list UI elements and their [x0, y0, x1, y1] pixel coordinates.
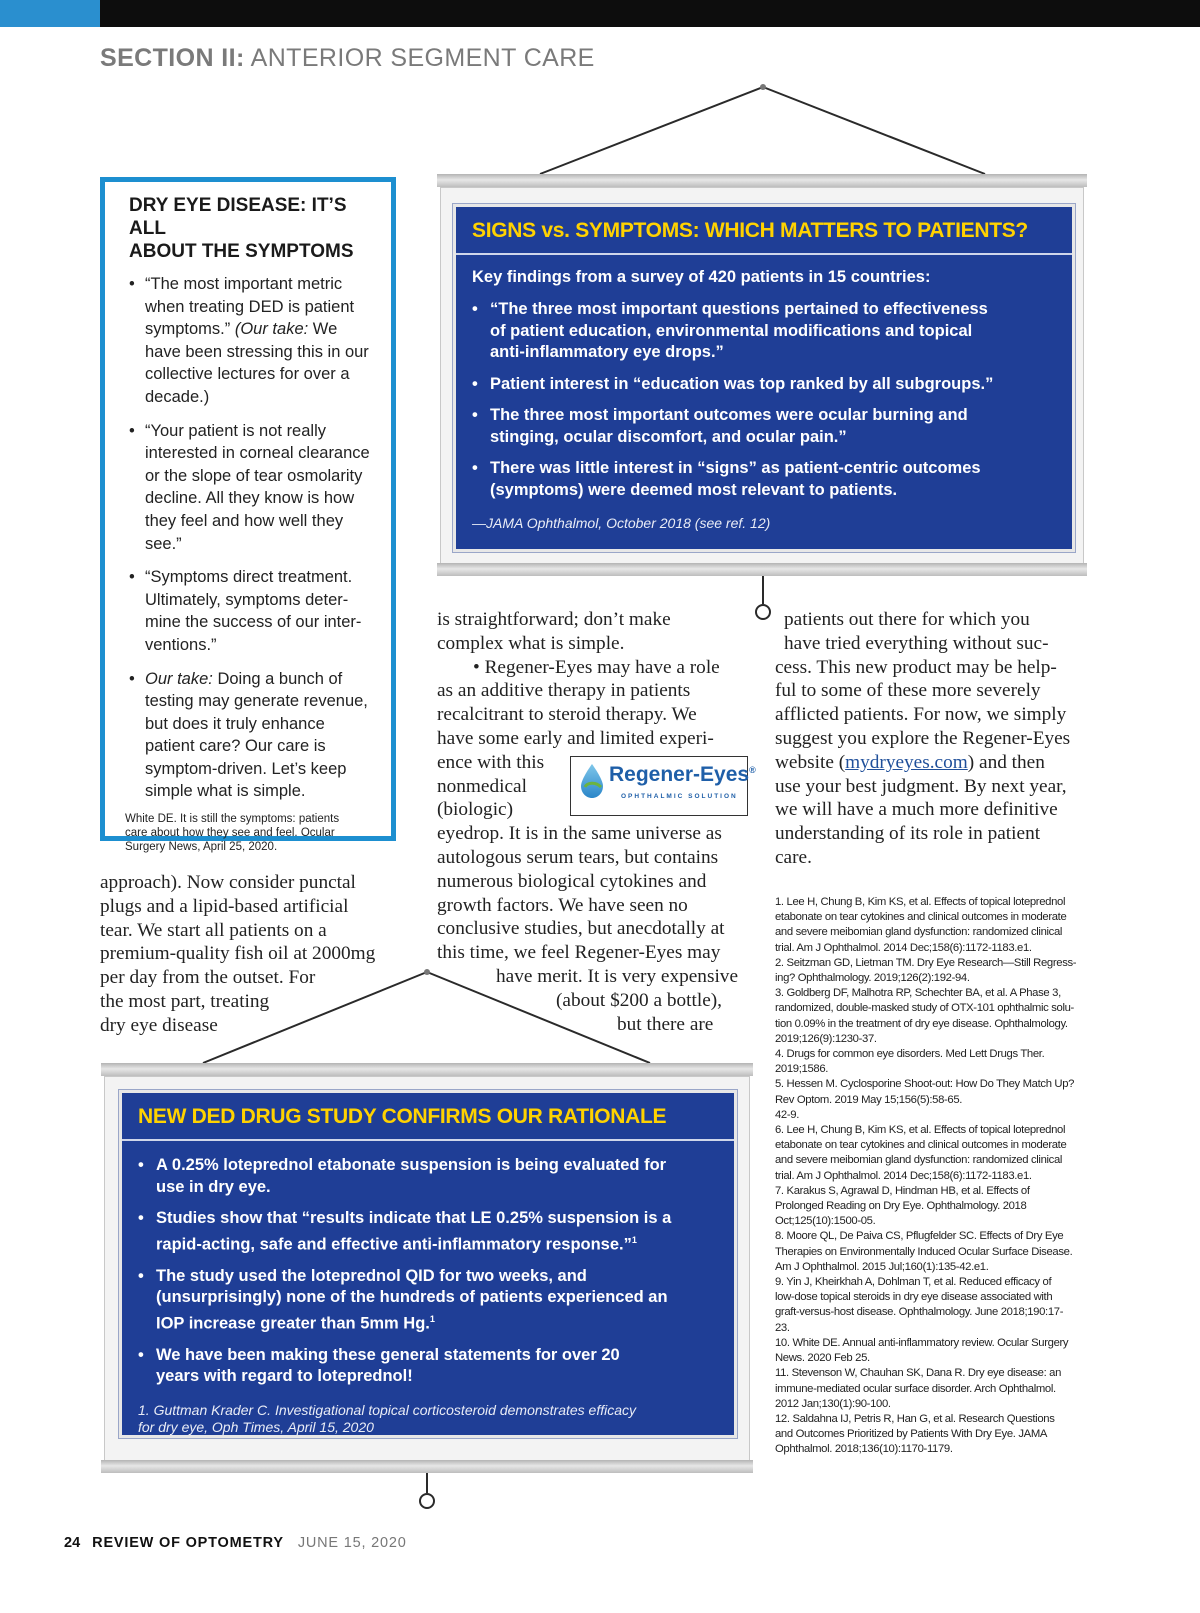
text-line: (biologic) — [437, 799, 514, 821]
text-line: have tried everything without suc- — [784, 632, 1049, 654]
reference-line: tion 0.09% in the treatment of dry eye disease. Ophthalmology. — [775, 1017, 1068, 1030]
text-line: but does it truly enhance — [145, 714, 325, 733]
reference-line: 2019;126(9):1230-37. — [775, 1032, 877, 1045]
text-line: Ultimately, symptoms deter- — [145, 590, 349, 609]
hanger-nail-icon — [424, 969, 430, 975]
reference-line: graft-versus-host disease. Ophthalmology. June 2018;190:17- — [775, 1306, 1064, 1319]
reference-line: low-dose topical steroids in dry eye disease associated with — [775, 1291, 1053, 1304]
reference-line: Ophthalmol. 2018;136(10):1170-1179. — [775, 1443, 953, 1456]
sidebar-title-line: DRY EYE DISEASE: IT’S ALL — [129, 195, 347, 239]
text-line: “The three most important questions pertained to effectiveness — [490, 300, 988, 318]
text-line: growth factors. We have seen no — [437, 894, 688, 916]
text-line: have some early and limited experi- — [437, 727, 714, 749]
text-line: conclusive studies, but anecdotally at — [437, 918, 725, 940]
text-line: mine the success of our inter- — [145, 613, 362, 632]
text-line: (unsurprisingly) none of the hundreds of patients experienced an — [156, 1288, 668, 1306]
reference-line: Prolonged Reading on Dry Eye. Ophthalmology. 2018 — [775, 1200, 1027, 1213]
text-line: symptoms.” — [145, 320, 235, 339]
signs-bullet — [472, 405, 1054, 448]
text-line: simple what is simple. — [145, 782, 306, 801]
reference-line: 2019;1586. — [775, 1063, 829, 1076]
text-line: numerous biological cytokines and — [437, 870, 707, 892]
text-line: approach). Now consider punctal — [100, 872, 356, 893]
text-line: when treating DED is patient — [145, 297, 355, 316]
text-line: have merit. It is very expensive — [496, 966, 739, 987]
text-line: see.” — [145, 534, 182, 553]
text-line: Studies show that “results indicate that LE 0.25% suspension is a — [156, 1209, 672, 1227]
footnote-mark: 1 — [429, 1313, 435, 1324]
text-line: anti-inflammatory eye drops.” — [490, 343, 724, 361]
text-line: ful to some of these more severely — [775, 680, 1041, 702]
reference-line: 6. Lee H, Chung B, Kim KS, et al. Effects of topical loteprednol — [775, 1124, 1066, 1137]
reference-line: Oct;125(10):1500-05. — [775, 1215, 876, 1228]
text-line: plugs and a lipid-based artificial — [100, 895, 349, 917]
publication-name: REVIEW OF OPTOMETRY — [92, 1535, 284, 1551]
text-line: testing may generate revenue, — [145, 692, 368, 711]
text-line: this time, we feel Regener-Eyes may — [437, 942, 721, 964]
mydryeyes-link[interactable]: mydryeyes.com — [845, 751, 968, 773]
reference-line: trial. Am J Ophthalmol. 2014 Dec;158(6):1172-1183.e1. — [775, 941, 1032, 954]
reference-line: 11. Stevenson W, Chauhan SK, Dana R. Dry eye disease: an — [775, 1367, 1062, 1380]
signs-box-list — [456, 299, 1072, 501]
section-label: SECTION II: — [100, 44, 245, 72]
text-line: nonmedical — [437, 775, 527, 797]
link-prefix: website ( — [775, 751, 846, 773]
our-take-label: (Our take: — [234, 320, 309, 339]
text-line: “Your patient is not really — [145, 421, 326, 440]
text-line: symptom-driven. Let’s keep — [145, 759, 347, 778]
text-line: understanding of its role in patient — [775, 823, 1041, 845]
text-line: Patient interest in “education was top ranked by all subgroups.” — [490, 374, 994, 393]
issue-date: JUNE 15, 2020 — [297, 1535, 407, 1551]
text-line: stinging, ocular discomfort, and ocular pain.” — [490, 427, 847, 446]
reference-line: 1. Lee H, Chung B, Kim KS, et al. Effects of topical loteprednol — [775, 896, 1066, 908]
text-line: The study used the loteprednol QID for two weeks, and — [156, 1266, 587, 1285]
board-top-rail — [101, 1063, 753, 1076]
text-line: patients out there for which you — [784, 609, 1030, 630]
reference-line: 2012 Jan;130(1):90-100. — [775, 1397, 891, 1410]
registered-mark: ® — [749, 765, 756, 775]
text-line: cess. This new product may be help- — [775, 656, 1057, 678]
regener-eyes-logo — [570, 756, 756, 816]
board-bottom-rail — [101, 1460, 753, 1473]
text-line: (symptoms) were deemed most relevant to patients. — [490, 480, 898, 499]
reference-line: News. 2020 Feb 25. — [775, 1352, 870, 1365]
citation-line: White DE. It is still the symptoms: patients — [125, 813, 340, 826]
text-line: There was little interest in “signs” as patient-centric outcomes — [490, 459, 981, 477]
text-line: or the slope of tear osmolarity — [145, 466, 363, 485]
column-3-text — [775, 608, 1070, 870]
text-line: tear. We start all patients on a — [100, 919, 327, 941]
column-2-right-text — [496, 965, 738, 1036]
board-top-rail — [437, 174, 1087, 187]
top-board-hanger — [540, 87, 985, 174]
section-title: ANTERIOR SEGMENT CARE — [244, 44, 595, 72]
text-line: the most part, treating — [100, 990, 270, 1012]
logo-brand — [609, 763, 756, 787]
text-line: A 0.25% loteprednol etabonate suspension is being evaluated for — [156, 1156, 667, 1174]
text-line: have been stressing this in our — [145, 342, 369, 361]
reference-line: immune-mediated ocular surface disorder. Arch Ophthalmol. — [775, 1382, 1056, 1395]
reference-line: etabonate on tear cytokines and clinical outcomes in moderate — [775, 911, 1067, 924]
signs-bullet — [472, 374, 1054, 396]
link-suffix: ) and then — [967, 751, 1045, 773]
reference-line: 42-9. — [775, 1108, 799, 1121]
text-line: afflicted patients. For now, we simply — [775, 704, 1067, 726]
source-line: for dry eye, Oph Times, April 15, 2020 — [138, 1418, 374, 1435]
reference-line: ing? Ophthalmology. 2019;126(2):192-94. — [775, 972, 970, 985]
text-line: premium-quality fish oil at 2000mg — [100, 943, 376, 965]
reference-line: 4. Drugs for common eye disorders. Med Lett Drugs Ther. — [775, 1048, 1045, 1061]
drug-box-source — [122, 1398, 734, 1436]
text-line: we will have a much more definitive — [775, 799, 1058, 821]
text-line: use in dry eye. — [156, 1177, 271, 1196]
our-take-label: Our take: — [145, 669, 213, 688]
signs-symptoms-box — [453, 204, 1075, 552]
reference-line: 23. — [775, 1321, 790, 1334]
text-line: care. — [775, 846, 812, 868]
text-line: years with regard to loteprednol! — [156, 1367, 413, 1385]
reference-line: trial. Am J Ophthalmol. 2014 Dec;158(6):1172-1183.e1. — [775, 1169, 1032, 1182]
source-line: 1. Guttman Krader C. Investigational topical corticosteroid demonstrates efficacy — [138, 1401, 637, 1418]
reference-line: etabonate on tear cytokines and clinical outcomes in moderate — [775, 1139, 1067, 1152]
citation-line: care about how they see and feel. Ocular — [125, 827, 335, 840]
board-bottom-rail — [437, 563, 1087, 576]
logo-subtitle: OPHTHALMIC SOLUTION — [621, 793, 738, 800]
text-line: rapid-acting, safe and effective anti-inflammatory response.” — [156, 1235, 632, 1253]
drug-bullet — [138, 1155, 716, 1198]
text-line: patient care? Our care is — [145, 737, 326, 756]
text-line: (about $200 a bottle), — [556, 989, 722, 1011]
drug-bullet — [138, 1266, 716, 1335]
signs-box-intro: Key findings from a survey of 420 patients in 15 countries: — [472, 268, 931, 286]
text-line: We have been making these general statements for over 20 — [156, 1345, 620, 1364]
hanger-nail-icon — [760, 84, 766, 90]
drug-box-list — [122, 1141, 734, 1388]
top-board-pull-cord — [756, 576, 770, 619]
page-footer — [64, 1535, 407, 1551]
drop-icon — [579, 763, 605, 799]
drug-bullet — [138, 1345, 716, 1388]
reference-line: Am J Ophthalmol. 2015 Jul;160(1):135-42.e1. — [775, 1260, 989, 1273]
text-line: We — [308, 320, 338, 339]
text-line: they feel and how well they — [145, 511, 344, 530]
footnote-mark: 1 — [631, 1234, 637, 1245]
reference-line: randomized, double-masked study of OTX-101 ophthalmic solu- — [775, 1002, 1074, 1015]
text-line: is straightforward; don’t make — [437, 609, 671, 630]
reference-line: and Outcomes Prioritized by Patients With Dry Eye. JAMA — [775, 1428, 1048, 1441]
text-line: “Symptoms direct treatment. — [145, 568, 353, 587]
sidebar-title-line: ABOUT THE SYMPTOMS — [129, 241, 354, 262]
citation-line: Surgery News, April 25, 2020. — [125, 841, 278, 854]
signs-bullet — [472, 299, 1054, 364]
text-line: but there are — [617, 1013, 714, 1035]
text-line: recalcitrant to steroid therapy. We — [437, 704, 697, 726]
reference-line: 8. Moore QL, De Paiva CS, Pflugfelder SC. Effects of Dry Eye — [775, 1230, 1064, 1243]
text-line: of patient education, environmental modifications and topical — [490, 321, 973, 340]
reference-line: 3. Goldberg DF, Malhotra RP, Schechter BA, et al. A Phase 3, — [775, 987, 1061, 1000]
reference-line: and severe meibomian gland dysfunction: randomized clinical — [775, 926, 1063, 939]
reference-line: 12. Saldahna IJ, Petris R, Han G, et al. Research Questions — [775, 1412, 1055, 1425]
text-line: collective lectures for over a — [145, 365, 350, 384]
reference-line: 7. Karakus S, Agrawal D, Hindman HB, et al. Effects of — [775, 1184, 1030, 1197]
text-line: “The most important metric — [145, 275, 343, 293]
text-line: complex what is simple. — [437, 632, 625, 654]
logo-brand-text: Regener-Eyes — [609, 763, 750, 786]
text-line — [775, 751, 1070, 775]
text-line: ence with this — [437, 751, 545, 773]
signs-box-source: —JAMA Ophthalmol, October 2018 (see ref. 12) — [472, 515, 771, 531]
drug-bullet — [138, 1208, 716, 1256]
reference-line: 10. White DE. Annual anti-inflammatory review. Ocular Surgery — [775, 1336, 1069, 1349]
text-line: per day from the outset. For — [100, 967, 316, 989]
reference-line: 9. Yin J, Kheirkhah A, Dohlman T, et al. Reduced efficacy of — [775, 1276, 1052, 1289]
text-line: as an additive therapy in patients — [437, 680, 691, 702]
text-line: suggest you explore the Regener-Eyes — [775, 727, 1071, 749]
text-line: The three most important outcomes were ocular burning and — [490, 406, 968, 424]
text-line: use your best judgment. By next year, — [775, 775, 1067, 797]
references-list — [775, 895, 1085, 1458]
signs-box-title: SIGNS vs. SYMPTOMS: WHICH MATTERS TO PATIENTS? — [456, 207, 1072, 255]
text-line: eyedrop. It is in the same universe as — [437, 823, 722, 845]
reference-line: Therapies on Environmentally Induced Ocular Surface Disease. — [775, 1245, 1073, 1258]
column-1-text — [100, 871, 375, 1038]
reference-line: Rev Optom. 2019 May 15;156(5):58-65. — [775, 1093, 963, 1106]
page-number: 24 — [64, 1535, 81, 1551]
drug-box-title: NEW DED DRUG STUDY CONFIRMS OUR RATIONALE — [122, 1093, 734, 1141]
reference-line: 5. Hessen M. Cyclosporine Shoot-out: How Do They Match Up? — [775, 1078, 1075, 1091]
drug-study-box — [119, 1090, 737, 1438]
text-line: interested in corneal clearance — [145, 444, 370, 463]
text-line: • Regener-Eyes may have a role — [473, 656, 720, 678]
reference-line: and severe meibomian gland dysfunction: randomized clinical — [775, 1154, 1063, 1167]
text-line: IOP increase greater than 5mm Hg. — [156, 1314, 430, 1332]
signs-bullet — [472, 458, 1054, 501]
text-line: dry eye disease — [100, 1014, 218, 1036]
text-line: Doing a bunch of — [212, 669, 343, 688]
text-line: ventions.” — [145, 635, 217, 654]
reference-line: 2. Seitzman GD, Lietman TM. Dry Eye Research—Still Regress- — [775, 956, 1077, 969]
text-line: decade.) — [145, 387, 210, 406]
text-line: autologous serum tears, but contains — [437, 846, 719, 868]
text-line: decline. All they know is how — [145, 489, 355, 508]
